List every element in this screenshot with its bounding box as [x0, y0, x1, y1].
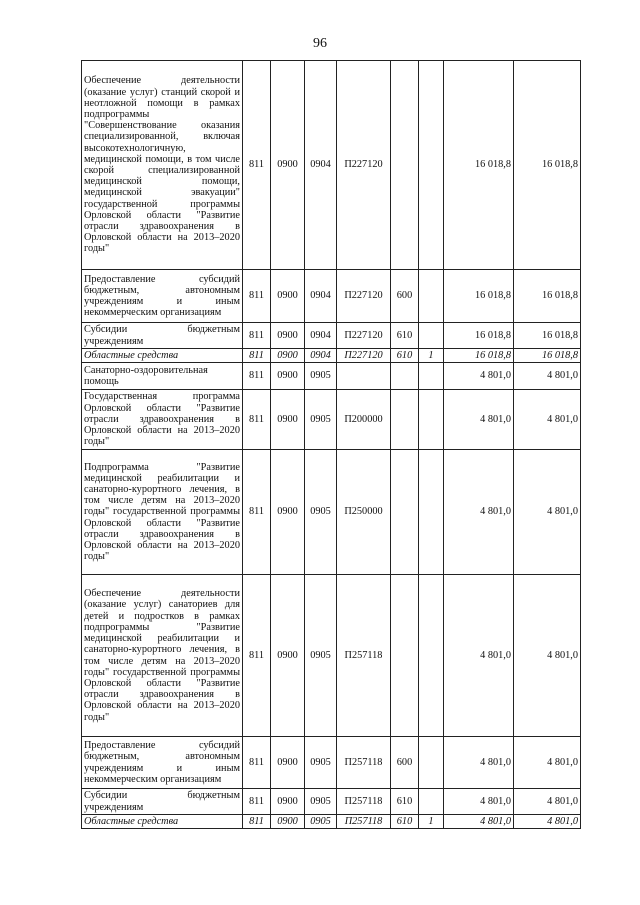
subsection-code: 0905	[305, 363, 337, 390]
page-number: 96	[313, 36, 327, 51]
expense-type-code: 610	[391, 323, 419, 349]
section-code: 0900	[271, 815, 305, 829]
section-code: 0900	[271, 349, 305, 363]
amount-1: 4 801,0	[444, 363, 514, 390]
amount-1: 16 018,8	[444, 270, 514, 323]
row-description: Подпрограмма "Развитие медицинской реабилитации и санаторно-курортного лечения, в том числе детям на 2013–2020 годы" государственной программы Орловской области "Развитие отрасли здравоохранения в Орловской области на 2013–2020 годы"	[82, 450, 243, 575]
amount-1: 16 018,8	[444, 61, 514, 270]
amount-2: 4 801,0	[514, 363, 581, 390]
target-article-code: П227120	[337, 323, 391, 349]
amount-2: 4 801,0	[514, 789, 581, 815]
target-article-code: П200000	[337, 390, 391, 450]
amount-1: 4 801,0	[444, 390, 514, 450]
section-code: 0900	[271, 390, 305, 450]
grbs-code: 811	[243, 575, 271, 737]
row-description: Областные средства	[82, 815, 243, 829]
target-article-code: П257118	[337, 815, 391, 829]
amount-1: 16 018,8	[444, 349, 514, 363]
amount-1: 4 801,0	[444, 450, 514, 575]
target-article-code	[337, 363, 391, 390]
section-code: 0900	[271, 450, 305, 575]
section-code: 0900	[271, 363, 305, 390]
grbs-code: 811	[243, 450, 271, 575]
row-description: Предоставление субсидий бюджетным, автономным учреждениям и иным некоммерческим организациям	[82, 737, 243, 789]
row-description: Субсидии бюджетным учреждениям	[82, 789, 243, 815]
grbs-code: 811	[243, 270, 271, 323]
subsection-code: 0905	[305, 789, 337, 815]
table-row	[82, 323, 581, 349]
section-code: 0900	[271, 575, 305, 737]
table-row	[82, 390, 581, 450]
funding-source-code	[419, 390, 444, 450]
amount-1: 4 801,0	[444, 737, 514, 789]
grbs-code: 811	[243, 737, 271, 789]
expense-type-code: 600	[391, 737, 419, 789]
row-description: Областные средства	[82, 349, 243, 363]
table-row	[82, 737, 581, 789]
funding-source-code	[419, 737, 444, 789]
expense-type-code: 610	[391, 789, 419, 815]
amount-2: 4 801,0	[514, 815, 581, 829]
subsection-code: 0904	[305, 270, 337, 323]
grbs-code: 811	[243, 815, 271, 829]
table-row	[82, 349, 581, 363]
subsection-code: 0904	[305, 349, 337, 363]
amount-2: 4 801,0	[514, 575, 581, 737]
subsection-code: 0905	[305, 815, 337, 829]
expense-type-code: 610	[391, 815, 419, 829]
amount-2: 16 018,8	[514, 349, 581, 363]
funding-source-code: 1	[419, 349, 444, 363]
section-code: 0900	[271, 270, 305, 323]
funding-source-code	[419, 270, 444, 323]
row-description: Государственная программа Орловской области "Развитие отрасли здравоохранения в Орловской области на 2013–2020 годы"	[82, 390, 243, 450]
subsection-code: 0905	[305, 575, 337, 737]
target-article-code: П227120	[337, 349, 391, 363]
funding-source-code	[419, 61, 444, 270]
target-article-code: П257118	[337, 575, 391, 737]
row-description: Обеспечение деятельности (оказание услуг) санаториев для детей и подростков в рамках подпрограммы "Развитие медицинской реабилитации и санаторно-курортного лечения, в том числе детям на 2013–2020 годы" государственной программы Орловской области "Развитие отрасли здравоохранения в Орловской области на 2013–2020 годы"	[82, 575, 243, 737]
subsection-code: 0905	[305, 737, 337, 789]
amount-2: 16 018,8	[514, 323, 581, 349]
target-article-code: П227120	[337, 61, 391, 270]
grbs-code: 811	[243, 323, 271, 349]
table-row	[82, 270, 581, 323]
expense-type-code	[391, 363, 419, 390]
table-row	[82, 815, 581, 829]
funding-source-code	[419, 323, 444, 349]
subsection-code: 0904	[305, 61, 337, 270]
grbs-code: 811	[243, 61, 271, 270]
subsection-code: 0905	[305, 390, 337, 450]
funding-source-code	[419, 575, 444, 737]
section-code: 0900	[271, 61, 305, 270]
expense-type-code: 610	[391, 349, 419, 363]
expense-type-code	[391, 390, 419, 450]
funding-source-code	[419, 450, 444, 575]
amount-2: 16 018,8	[514, 61, 581, 270]
section-code: 0900	[271, 323, 305, 349]
amount-1: 16 018,8	[444, 323, 514, 349]
expense-type-code	[391, 575, 419, 737]
row-description: Санаторно-оздоровительная помощь	[82, 363, 243, 390]
section-code: 0900	[271, 789, 305, 815]
target-article-code: П257118	[337, 789, 391, 815]
row-description: Предоставление субсидий бюджетным, автономным учреждениям и иным некоммерческим организациям	[82, 270, 243, 323]
target-article-code: П250000	[337, 450, 391, 575]
amount-2: 4 801,0	[514, 450, 581, 575]
table-row	[82, 450, 581, 575]
subsection-code: 0905	[305, 450, 337, 575]
target-article-code: П257118	[337, 737, 391, 789]
table-row	[82, 575, 581, 737]
table-row	[82, 363, 581, 390]
table-row	[82, 61, 581, 270]
funding-source-code: 1	[419, 815, 444, 829]
row-description: Субсидии бюджетным учреждениям	[82, 323, 243, 349]
expense-type-code: 600	[391, 270, 419, 323]
row-description: Обеспечение деятельности (оказание услуг) станций скорой и неотложной помощи в рамках подпрограммы "Совершенствование оказания специализированной, включая высокотехнологичную, медицинской помощи, в том числе скорой специализированной медицинской помощи, медицинской эвакуации" государственной программы Орловской области "Развитие отрасли здравоохранения в Орловской области на 2013–2020 годы"	[82, 61, 243, 270]
grbs-code: 811	[243, 789, 271, 815]
funding-source-code	[419, 363, 444, 390]
amount-1: 4 801,0	[444, 815, 514, 829]
section-code: 0900	[271, 737, 305, 789]
grbs-code: 811	[243, 349, 271, 363]
amount-1: 4 801,0	[444, 575, 514, 737]
amount-2: 4 801,0	[514, 390, 581, 450]
amount-2: 4 801,0	[514, 737, 581, 789]
grbs-code: 811	[243, 390, 271, 450]
grbs-code: 811	[243, 363, 271, 390]
amount-2: 16 018,8	[514, 270, 581, 323]
subsection-code: 0904	[305, 323, 337, 349]
target-article-code: П227120	[337, 270, 391, 323]
table-row	[82, 789, 581, 815]
budget-table	[81, 60, 581, 829]
expense-type-code	[391, 450, 419, 575]
funding-source-code	[419, 789, 444, 815]
amount-1: 4 801,0	[444, 789, 514, 815]
expense-type-code	[391, 61, 419, 270]
